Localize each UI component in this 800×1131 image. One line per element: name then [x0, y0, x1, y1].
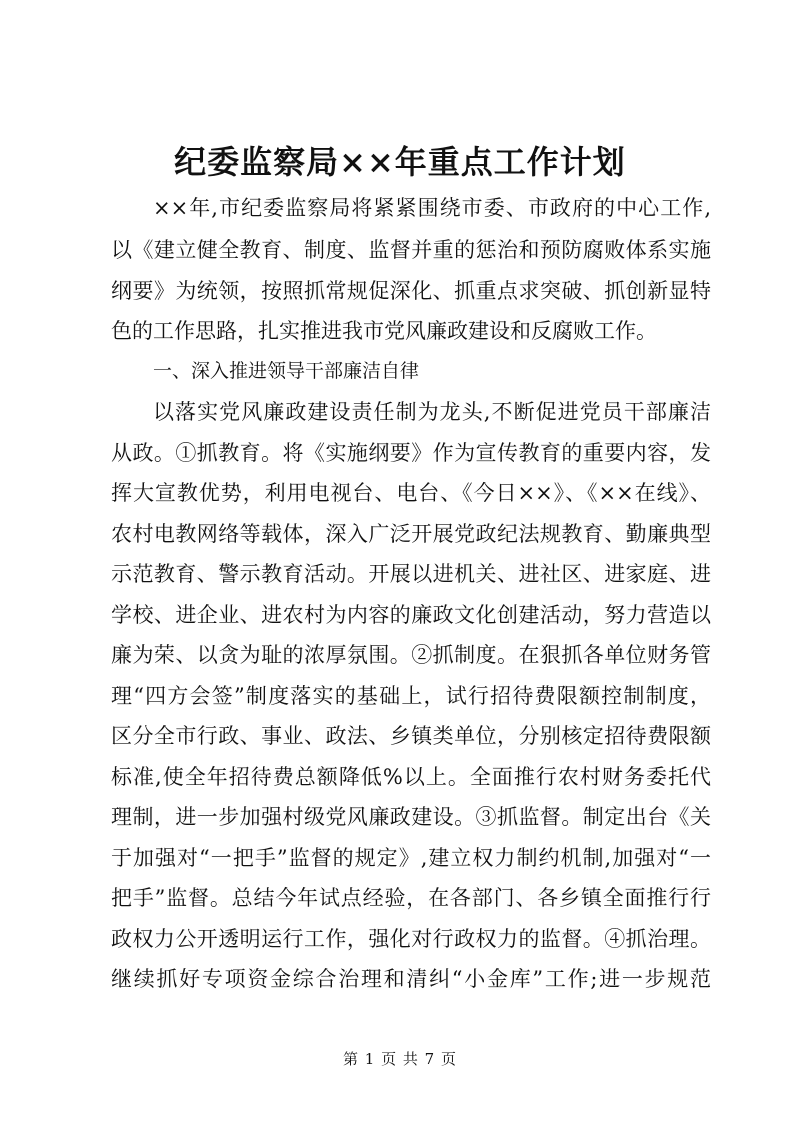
intro-line: 以《建立健全教育、制度、监督并重的惩治和预防腐败体系实施	[111, 238, 711, 262]
body-line: 从政。①抓教育。将《实施纲要》作为宣传教育的重要内容，发	[111, 441, 711, 465]
body-line: 区分全市行政、事业、政法、乡镇类单位，分别核定招待费限额	[111, 724, 711, 748]
body-line: 标准,使全年招待费总额降低%以上。全面推行农村财务委托代	[111, 765, 711, 789]
body-line: 以落实党风廉政建设责任制为龙头,不断促进党员干部廉洁	[153, 400, 711, 424]
section-heading: 一、深入推进领导干部廉洁自律	[153, 360, 420, 382]
body-line: 继续抓好专项资金综合治理和清纠“小金库”工作;进一步规范	[111, 967, 711, 991]
intro-line: 纲要》为统领，按照抓常规促深化、抓重点求突破、抓创新显特	[111, 279, 711, 303]
body-line: 农村电教网络等载体，深入广泛开展党政纪法规教育、勤廉典型	[111, 522, 711, 546]
body-line: 理制，进一步加强村级党风廉政建设。③抓监督。制定出台《关	[111, 805, 711, 829]
body-line: 把手”监督。总结今年试点经验，在各部门、各乡镇全面推行行	[111, 886, 711, 910]
page-footer: 第 1 页 共 7 页	[343, 1050, 457, 1068]
document-title: 纪委监察局××年重点工作计划	[174, 143, 626, 181]
intro-line: 色的工作思路，扎实推进我市党风廉政建设和反腐败工作。	[111, 319, 657, 343]
body-line: 学校、进企业、进农村为内容的廉政文化创建活动，努力营造以	[111, 603, 711, 627]
body-line: 于加强对“一把手”监督的规定》,建立权力制约机制,加强对“一	[111, 846, 711, 870]
body-line: 理“四方会签”制度落实的基础上，试行招待费限额控制制度，	[111, 684, 711, 708]
body-line: 政权力公开透明运行工作，强化对行政权力的监督。④抓治理。	[111, 927, 711, 951]
intro-line: ××年,市纪委监察局将紧紧围绕市委、市政府的中心工作,	[153, 196, 711, 220]
body-line: 示范教育、警示教育活动。开展以进机关、进社区、进家庭、进	[111, 562, 711, 586]
body-line: 廉为荣、以贪为耻的浓厚氛围。②抓制度。在狠抓各单位财务管	[111, 643, 711, 667]
body-line: 挥大宣教优势，利用电视台、电台、《今日××》、《××在线》、	[111, 481, 711, 505]
